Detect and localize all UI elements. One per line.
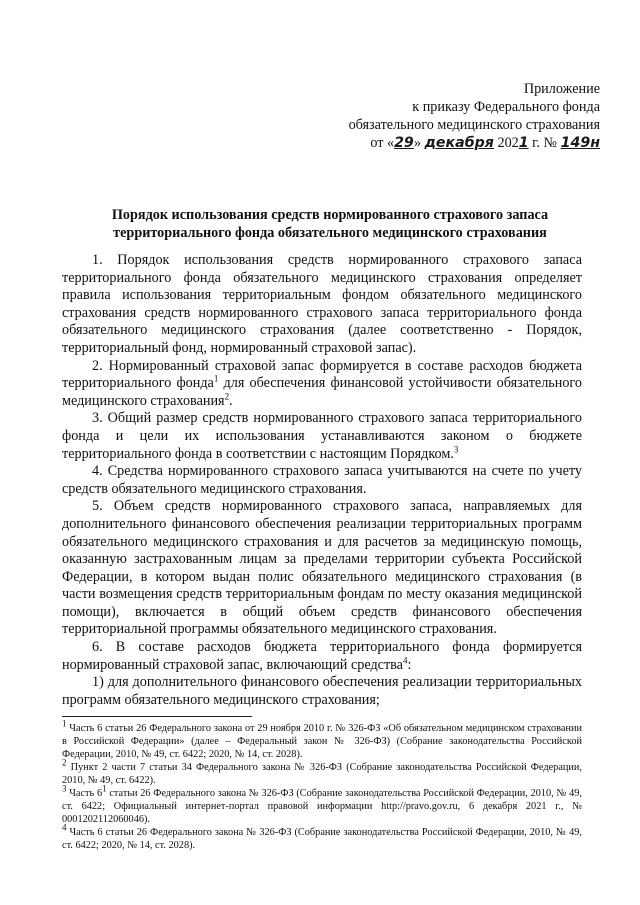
title-line-1: Порядок использования средств нормированного страхового запаса — [111, 207, 549, 223]
footnotes — [62, 718, 582, 852]
paragraph-3: 3. Общий размер средств нормированного страхового запаса территориального фонда и цели их использования устанавливаются законом о бюджете территориального фонда в соответствии с настоящим Порядком.$^3$ — [62, 410, 582, 462]
footnote-ref-2: 2 — [224, 391, 230, 402]
appendix-label: Приложение — [523, 81, 600, 97]
date-mid: » — [413, 135, 421, 151]
footnote-ref-4: 4 — [402, 654, 408, 665]
footnote-1: $^1$ Часть 6 статьи 26 Федерального закона от 29 ноября 2010 г. № 326-ФЗ «Об обязательном медицинском страховании в Российской Федерации» (далее – Федеральный закон № 326-ФЗ) (Собрание законодательства Российской Федерации, 2010, № 49, ст. 6422; 2020, № 14, ст. 2028). — [62, 718, 582, 760]
paragraph-1: 1. Порядок использования средств нормированного страхового запаса территориального фонда обязательного медицинского страхования определяет правила использования территориальным фондом обязательного медицинского страхования средств нормированного страхового запаса территориального фонда обязательного медицинского страхования (далее соответственно - Порядок, территориальный фонд, нормированный страховой запас). — [62, 252, 582, 356]
footnote-divider — [62, 716, 252, 717]
appendix-order-line: к приказу Федерального фонда — [412, 99, 600, 115]
appendix-fund-line: обязательного медицинского страхования — [348, 117, 600, 133]
paragraph-4: 4. Средства нормированного страхового запаса учитываются на счете по учету средств обязательного медицинского страхования. — [62, 463, 582, 497]
appendix-date-line — [300, 134, 600, 152]
appendix-header — [300, 80, 600, 152]
year-prefix: 202 — [497, 135, 519, 151]
paragraph-6: 6. В составе расходов бюджета территориального фонда формируется нормированный страховой запас, включающий средства$^4$: — [62, 639, 582, 673]
footnote-ref-3: 3 — [453, 443, 459, 454]
footnote-2: $^2$ Пункт 2 части 7 статьи 34 Федерального закона № 326-ФЗ (Собрание законодательства Российской Федерации, 2010, № 49, ст. 6422). — [62, 757, 582, 786]
paragraph-5: 5. Объем средств нормированного страхового запаса, направляемых для дополнительного финансового обеспечения реализации территориальных программ обязательного медицинского страхования и для расчетов за медицинскую помощь, оказанную застрахованным лицам за пределами территории субъекта Российской Федерации, в котором выдан полис обязательного медицинского страхования (в части возмещения средств территориальным фондам по месту оказания медицинской помощи), включается в общий объем средств финансового обеспечения территориальной программы обязательного медицинского страхования. — [62, 498, 582, 638]
footnote-4: $^4$ Часть 6 статьи 26 Федерального закона № 326-ФЗ (Собрание законодательства Российской Федерации, 2010, № 49, ст. 6422; 2020, № 14, ст. 2028). — [62, 822, 582, 851]
handwritten-year-digit: 1 — [518, 135, 529, 151]
paragraph-6-item-1: 1) для дополнительного финансового обеспечения реализации территориальных программ обязательного медицинского страхования; — [62, 674, 582, 708]
document-body — [62, 252, 582, 709]
handwritten-order-number: 149н — [560, 135, 600, 151]
date-prefix: от « — [370, 135, 395, 151]
footnote-3: $^3$ Часть $6^1$ статьи 26 Федерального закона № 326-ФЗ (Собрание законодательства Российской Федерации, 2010, № 49, ст. 6422; Официальный интернет-портал правовой информации http://pravo.gov.ru, 6 декабря 2021 г., № 0001202112060046). — [62, 783, 582, 825]
document-title — [60, 206, 600, 242]
title-line-2: территориального фонда обязательного медицинского страхования — [113, 225, 547, 241]
footnote-ref-1: 1 — [213, 373, 219, 384]
paragraph-2: 2. Нормированный страховой запас формируется в составе расходов бюджета территориального фонда$^1$ для обеспечения финансовой устойчивости обязательного медицинского страхования$^2$. — [62, 357, 582, 409]
handwritten-month: декабря — [424, 135, 494, 151]
handwritten-day: 29 — [394, 135, 414, 151]
number-prefix: г. № — [532, 135, 558, 151]
